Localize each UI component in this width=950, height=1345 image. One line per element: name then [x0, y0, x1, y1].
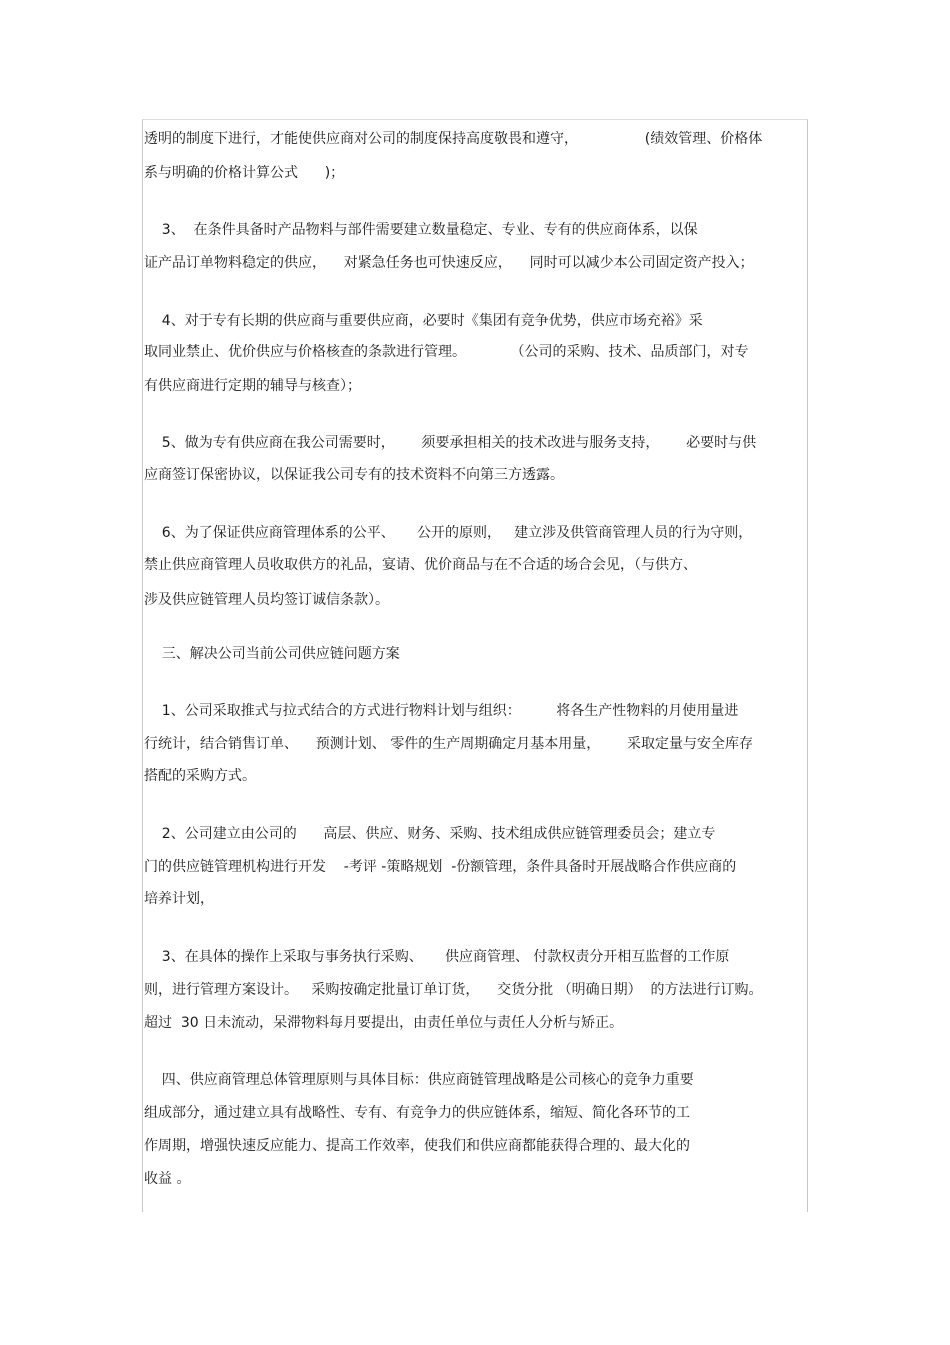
text-line: 培养计划， [144, 891, 214, 907]
section-heading: 三、解决公司当前公司供应链问题方案 [144, 646, 400, 662]
page-frame [142, 119, 808, 1212]
text-line: 系与明确的价格计算公式 )； [144, 165, 345, 181]
text-line: 行统计，结合销售订单、 预测计划、 零件的生产周期确定月基本用量， 采取定量与安全库存 [144, 736, 753, 752]
text-line: 作周期，增强快速反应能力、提高工作效率，使我们和供应商都能获得合理的、最大化的 [144, 1138, 690, 1154]
text-line: 收益 。 [144, 1171, 191, 1187]
text-line: 取同业禁止、优价供应与价格核查的条款进行管理。 （公司的采购、技术、品质部门，对专 [144, 344, 749, 360]
text-line: 3、在具体的操作上采取与事务执行采购、 供应商管理、 付款权责分开相互监督的工作原 [144, 949, 730, 965]
text-line: 6、为了保证供应商管理体系的公平、 公开的原则， 建立涉及供管商管理人员的行为守则， [144, 525, 753, 541]
text-line: 有供应商进行定期的辅导与核查）； [144, 378, 361, 394]
text-line: 超过 30 日未流动，呆滞物料每月要提出，由责任单位与责任人分析与矫正。 [144, 1015, 624, 1031]
text-line: 搭配的采购方式。 [144, 768, 256, 784]
text-line: 2、公司建立由公司的 高层、供应、财务、采购、技术组成供应链管理委员会；建立专 [144, 826, 716, 842]
text-line: 证产品订单物料稳定的供应， 对紧急任务也可快速反应， 同时可以减少本公司固定资产投入； [144, 255, 754, 271]
section-heading: 四、供应商管理总体管理原则与具体目标：供应商链管理战略是公司核心的竞争力重要 [144, 1072, 694, 1088]
text-line: 涉及供应链管理人员均签订诚信条款）。 [144, 592, 389, 608]
text-line: 门的供应链管理机构进行开发 -考评 -策略规划 -份额管理，条件具备时开展战略合作供应商的 [144, 859, 737, 875]
text-line: 禁止供应商管理人员收取供方的礼品，宴请、优价商品与在不合适的场合会见，（与供方、 [144, 557, 697, 573]
text-line: 应商签订保密协议，以保证我公司专有的技术资料不向第三方透露。 [144, 467, 564, 483]
text-line: 5、做为专有供应商在我公司需要时， 须要承担相关的技术改进与服务支持， 必要时与供 [144, 435, 757, 451]
text-line: 1、公司采取推式与拉式结合的方式进行物料计划与组织： 将各生产性物料的月使用量进 [144, 703, 739, 719]
text-line: 透明的制度下进行，才能使供应商对公司的制度保持高度敬畏和遵守， (绩效管理、价格体 [144, 131, 763, 147]
text-line: 则，进行管理方案设计。 采购按确定批量订单订货， 交货分批 （明确日期） 的方法进行订购。 [144, 982, 763, 998]
text-line: 3、 在条件具备时产品物料与部件需要建立数量稳定、专业、专有的供应商体系，以保 [144, 222, 698, 238]
text-line: 4、对于专有长期的供应商与重要供应商，必要时《集团有竞争优势，供应市场充裕》采 [144, 313, 703, 329]
text-line: 组成部分，通过建立具有战略性、专有、有竞争力的供应链体系，缩短、简化各环节的工 [144, 1105, 690, 1121]
